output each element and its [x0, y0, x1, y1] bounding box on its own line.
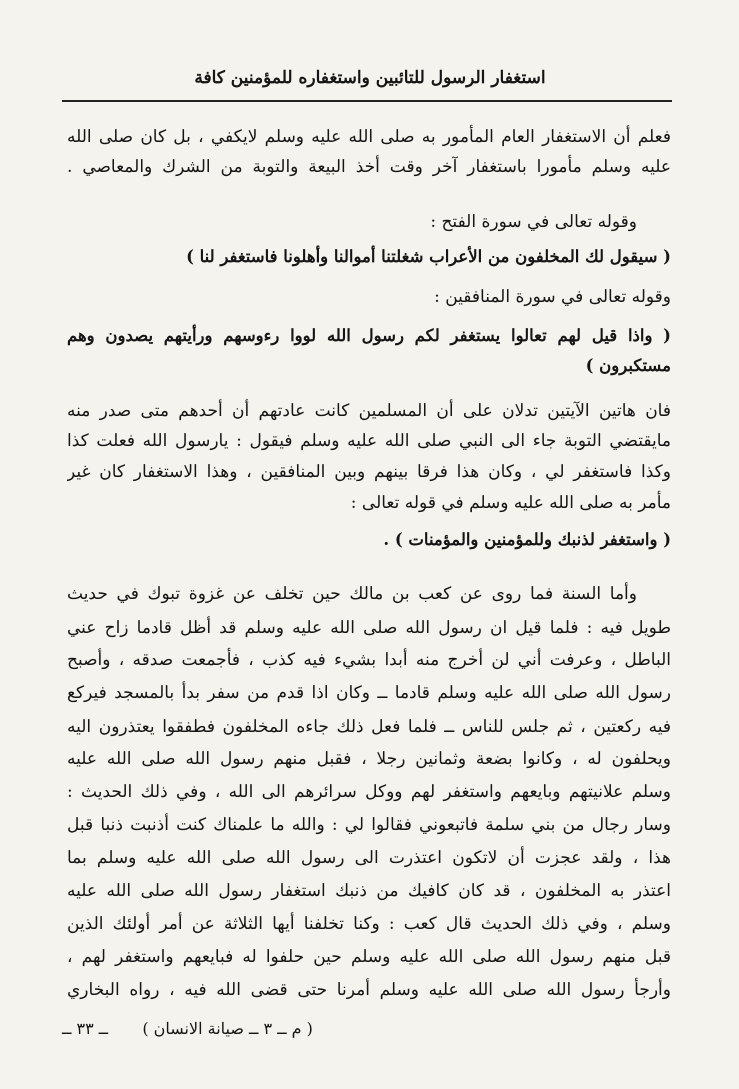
text-line: فان هاتين الآيتين تدلان على أن المسلمين كانت عادتهم أن أحدهم متى صدر منه	[67, 401, 671, 421]
text-line: رسول الله صلى الله عليه وسلم قادما ــ وكان اذا قدم من سفر بدأ بالمسجد فيركع	[67, 683, 671, 703]
text-line: وكذا فاستغفر لي ، وكان هذا فرقا بينهم وبين المنافقين ، وهذا الاستغفار كان غير	[67, 462, 671, 482]
footer-signature: ( م ــ ٣ ــ صيانة الانسان )	[142, 1019, 313, 1038]
text-line: عليه وسلم مأمورا باستغفار آخر وقت أخذ البيعة والتوبة من الشرك والمعاصي .	[67, 157, 671, 177]
text-line: وقوله تعالى في سورة الفتح :	[430, 212, 637, 232]
text-line: فيه ركعتين ، ثم جلس للناس ــ فلما فعل ذلك جاءه المخلفون فطفقوا يعتذرون اليه	[67, 717, 671, 737]
verse-line: ( سيقول لك المخلفون من الأعراب شغلتنا أموالنا وأهلونا فاستغفر لنا )	[186, 247, 671, 266]
text-line: فعلم أن الاستغفار العام المأمور به صلى الله عليه وسلم لايكفي ، بل كان صلى الله	[67, 127, 671, 147]
text-line: وأرجأ رسول الله صلى الله عليه وسلم أمرنا حتى قضى الله فيه ، رواه البخاري	[67, 980, 671, 1000]
text-line: هذا ، ولقد عجزت أن لاتكون اعتذرت الى رسول الله صلى الله عليه وسلم بما	[67, 848, 671, 868]
text-line: اعتذر به المخلفون ، قد كان كافيك من ذنبك استغفار رسول الله صلى الله عليه	[67, 881, 671, 901]
text-line: مأمر به صلى الله عليه وسلم في قوله تعالى :	[350, 493, 671, 513]
text-line: وأما السنة فما روى عن كعب بن مالك حين تخلف عن غزوة تبوك في حديث	[67, 584, 637, 604]
text-line: وسلم ، وفي ذلك الحديث قال كعب : وكنا تخلفنا أيها الثلاثة عن أمر أولئك الذين	[67, 914, 671, 934]
header-rule	[62, 100, 672, 102]
text-line: وقوله تعالى في سورة المنافقين :	[434, 287, 671, 307]
text-line: طويل فيه : فلما قيل ان رسول الله صلى الله عليه وسلم قد أظل قادما زاح عني	[67, 618, 671, 638]
text-line: الباطل ، وعرفت أني لن أخرج منه أبدا بشيء فيه كذب ، فأجمعت صدقه ، وأصبح	[67, 650, 671, 670]
text-line: قبل منهم رسول الله صلى الله عليه وسلم حين حلفوا له فبايعهم واستغفر لهم ،	[67, 947, 671, 967]
page-footer	[62, 1016, 672, 1044]
verse-line: ( واذا قيل لهم تعالوا يستغفر لكم رسول الله لووا رءوسهم ورأيتهم يصدون وهم	[67, 326, 671, 345]
text-line: ويحلفون له ، وكانوا بضعة وثمانين رجلا ، فقبل منهم رسول الله صلى الله عليه	[67, 749, 671, 769]
verse-line: ( واستغفر لذنبك وللمؤمنين والمؤمنات ) .	[383, 530, 671, 549]
verse-line: مستكبرون )	[585, 356, 671, 375]
text-line: وسار رجال من بني سلمة فاتبعوني فقالوا لي : والله ما علمناك كنت أذنبت ذنبا قبل	[67, 815, 671, 835]
text-line: مايقتضي التوبة جاء الى النبي صلى الله عليه وسلم فيقول : يارسول الله فعلت كذا	[67, 431, 671, 451]
page-number: ــ ٣٣ ــ	[62, 1019, 109, 1038]
running-title: استغفار الرسول للتائبين واستغفاره للمؤمنين كافة	[194, 68, 546, 88]
text-line: وسلم علانيتهم وبايعهم واستغفر لهم ووكل سرائرهم الى الله ، وفي ذلك الحديث :	[67, 782, 671, 802]
